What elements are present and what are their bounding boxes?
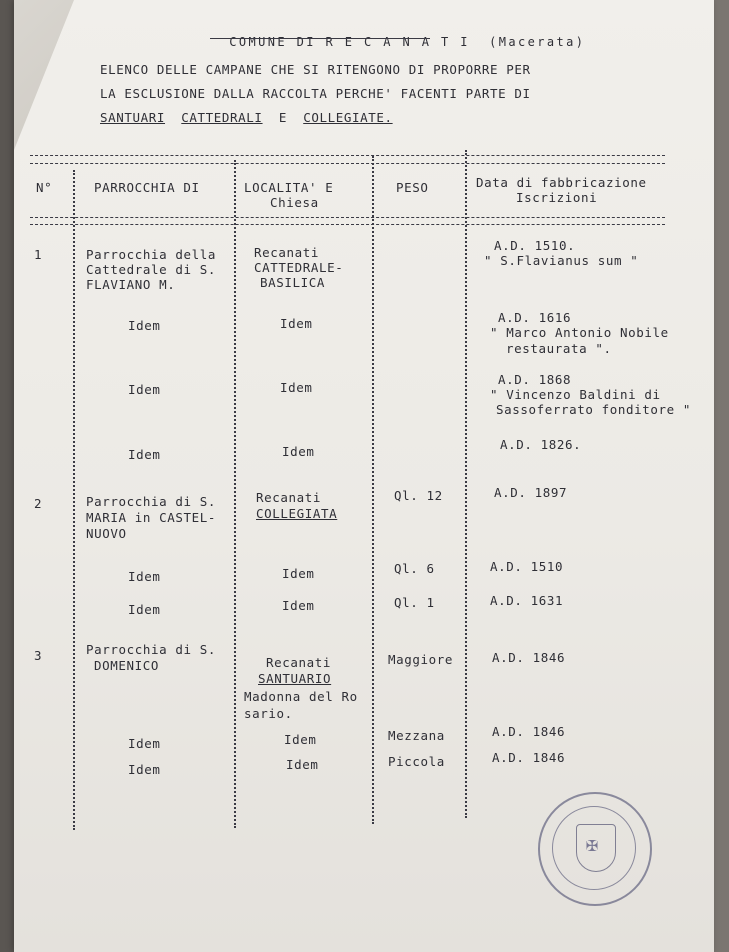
row8-parish-1: Parrocchia di S. — [86, 642, 217, 657]
row1-loc-1: Recanati — [254, 245, 320, 260]
table-header-rule — [30, 217, 665, 218]
title-commune: COMUNE DI R E C A N A T I — [229, 35, 470, 49]
intro-line-1: ELENCO DELLE CAMPANE CHE SI RITENGONO DI PROPORRE PER — [100, 62, 531, 77]
document-title — [210, 20, 585, 50]
row5-weight: Ql. 12 — [394, 488, 443, 503]
title-underline — [210, 38, 430, 39]
row8-parish-2: DOMENICO — [94, 658, 160, 673]
intro-collegiate: COLLEGIATE. — [303, 110, 393, 125]
row4-parish: Idem — [128, 447, 161, 462]
table-top-rule-2 — [30, 163, 665, 164]
row1-date-2: " S.Flavianus sum " — [484, 253, 639, 268]
row1-loc-2: CATTEDRALE- — [254, 260, 344, 275]
row5-parish-3: NUOVO — [86, 526, 127, 541]
row10-parish: Idem — [128, 762, 161, 777]
row5-num: 2 — [34, 496, 43, 511]
header-date-1: Data di fabbricazione — [476, 175, 647, 190]
row3-loc: Idem — [280, 380, 313, 395]
row3-parish: Idem — [128, 382, 161, 397]
seal-crest — [576, 824, 616, 872]
row8-num: 3 — [34, 648, 43, 663]
column-divider-2 — [234, 160, 236, 828]
row7-date-1: A.D. 1631 — [490, 593, 564, 608]
column-divider-1 — [73, 170, 75, 830]
row5-parish-2: MARIA in CASTEL- — [86, 510, 217, 525]
header-locality-2: Chiesa — [270, 195, 319, 210]
row2-loc: Idem — [280, 316, 313, 331]
row10-date-1: A.D. 1846 — [492, 750, 566, 765]
row4-loc: Idem — [282, 444, 315, 459]
row6-date-1: A.D. 1510 — [490, 559, 564, 574]
folded-corner — [14, 0, 74, 150]
municipal-seal-icon — [538, 792, 652, 906]
row1-num: 1 — [34, 247, 43, 262]
row9-weight: Mezzana — [388, 728, 445, 743]
row8-date-1: A.D. 1846 — [492, 650, 566, 665]
row1-date-1: A.D. 1510. — [494, 238, 576, 253]
intro-santuari: SANTUARI — [100, 110, 166, 125]
row7-parish: Idem — [128, 602, 161, 617]
intro-line-3 — [100, 110, 393, 125]
row1-loc-3: BASILICA — [260, 275, 326, 290]
header-parish: PARROCCHIA DI — [94, 180, 200, 195]
table-top-rule — [30, 155, 665, 156]
row1-parish-3: FLAVIANO M. — [86, 277, 176, 292]
title-province: (Macerata) — [489, 35, 586, 49]
row7-loc: Idem — [282, 598, 315, 613]
row3-date-1: A.D. 1868 — [498, 372, 572, 387]
row7-weight: Ql. 1 — [394, 595, 435, 610]
intro-e: E — [278, 110, 287, 125]
row3-date-3: Sassoferrato fonditore " — [496, 402, 692, 417]
header-date-2: Iscrizioni — [516, 190, 598, 205]
row10-weight: Piccola — [388, 754, 445, 769]
row9-date-1: A.D. 1846 — [492, 724, 566, 739]
row2-date-1: A.D. 1616 — [498, 310, 572, 325]
row1-parish-2: Cattedrale di S. — [86, 262, 217, 277]
header-num: N° — [36, 180, 53, 195]
row5-loc-2: COLLEGIATA — [256, 506, 338, 521]
column-divider-4 — [465, 150, 467, 818]
row4-date-1: A.D. 1826. — [500, 437, 582, 452]
header-weight: PESO — [396, 180, 429, 195]
row5-loc-1: Recanati — [256, 490, 322, 505]
row2-parish: Idem — [128, 318, 161, 333]
row8-loc-1: Recanati — [266, 655, 332, 670]
row2-date-3: restaurata ". — [506, 341, 612, 356]
intro-line-2: LA ESCLUSIONE DALLA RACCOLTA PERCHE' FACENTI PARTE DI — [100, 86, 531, 101]
table-header-rule-2 — [30, 224, 665, 225]
row6-loc: Idem — [282, 566, 315, 581]
row5-parish-1: Parrocchia di S. — [86, 494, 217, 509]
row2-date-2: " Marco Antonio Nobile — [490, 325, 669, 340]
column-divider-3 — [372, 156, 374, 824]
row8-loc-3: Madonna del Ro — [244, 689, 358, 704]
row6-parish: Idem — [128, 569, 161, 584]
header-locality-1: LOCALITA' E — [244, 180, 334, 195]
row9-parish: Idem — [128, 736, 161, 751]
intro-cattedrali: CATTEDRALI — [181, 110, 263, 125]
row9-loc: Idem — [284, 732, 317, 747]
row5-date-1: A.D. 1897 — [494, 485, 568, 500]
row8-weight: Maggiore — [388, 652, 454, 667]
row8-loc-4: sario. — [244, 706, 293, 721]
row1-parish-1: Parrocchia della — [86, 247, 217, 262]
row3-date-2: " Vincenzo Baldini di — [490, 387, 661, 402]
row6-weight: Ql. 6 — [394, 561, 435, 576]
row8-loc-2: SANTUARIO — [258, 671, 332, 686]
row10-loc: Idem — [286, 757, 319, 772]
